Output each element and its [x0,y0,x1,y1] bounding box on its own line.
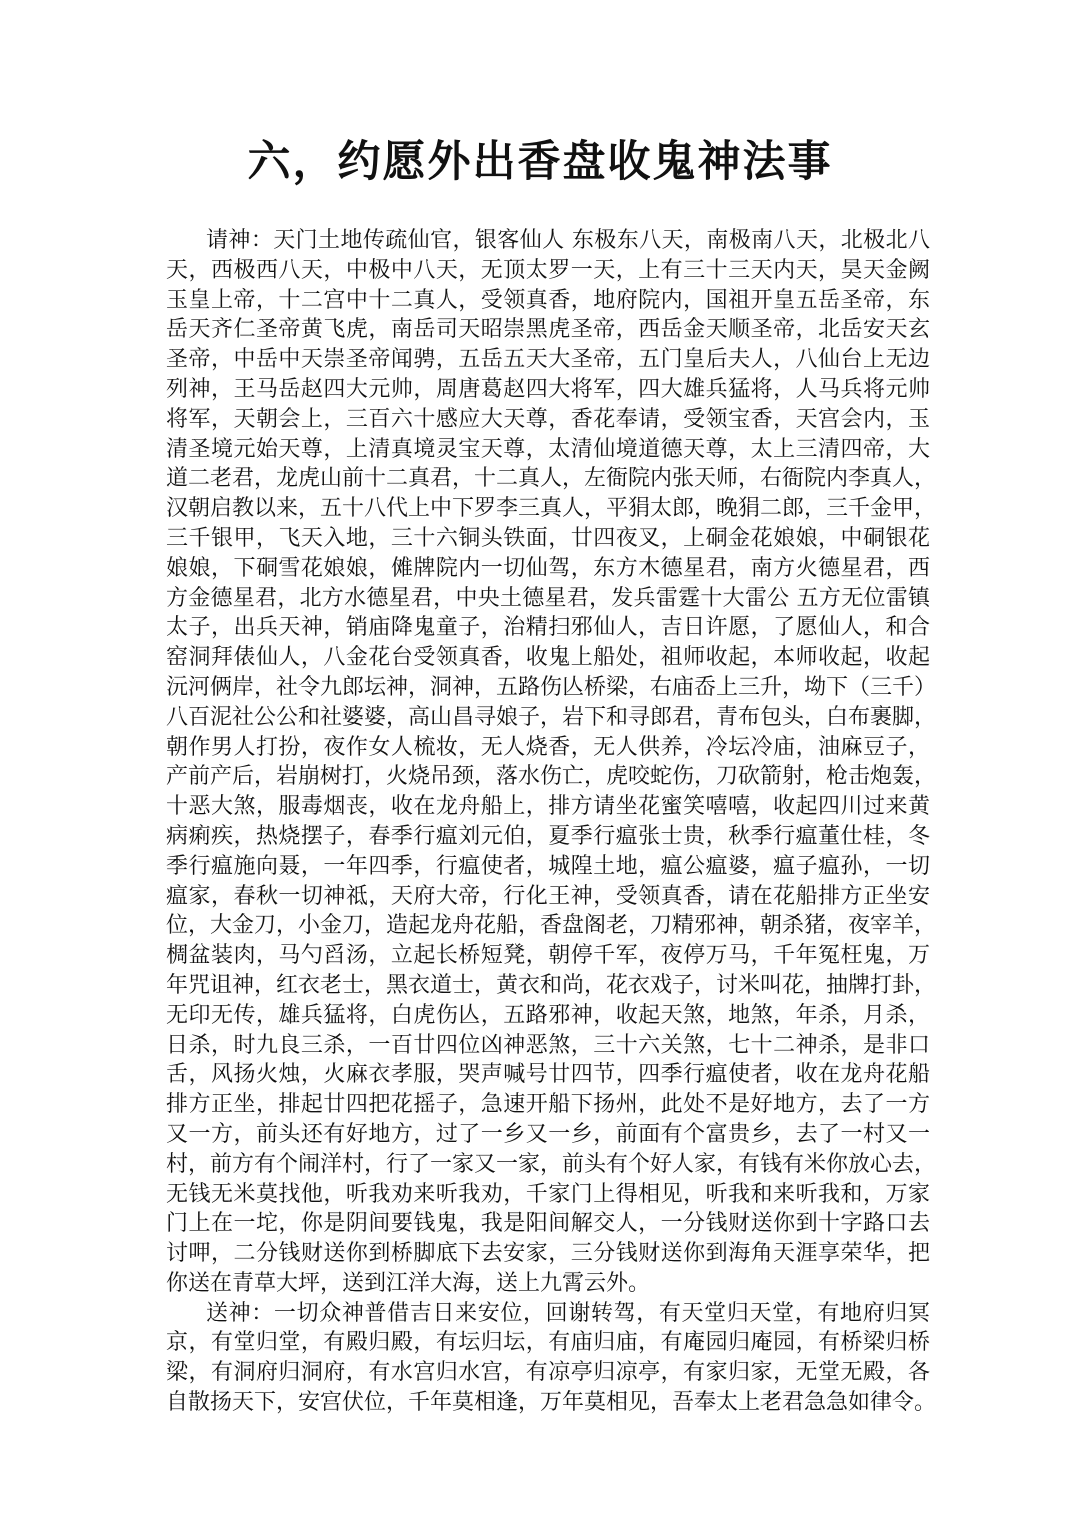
text-line: 年咒诅神，红衣老士，黑衣道士，黄衣和尚，花衣戏子，讨米叫花，抽牌打卦， [166,972,937,998]
document-title: 六，约愿外出香盘收鬼神法事 [247,137,833,187]
paragraph-invocation [166,226,937,1299]
paragraph-sending-off [166,1299,937,1418]
text-line: 梁，有洞府归洞府，有水宫归水宫，有凉亭归凉亭，有家归家，无堂无殿，各 [166,1360,930,1386]
text-line: 无钱无米莫找他，听我劝来听我劝，千家门上得相见，听我和来听我和，万家 [166,1181,930,1207]
text-line: 三千银甲，飞天入地，三十六铜头铁面，廿四夜叉，上硐金花娘娘，中硐银花 [166,525,930,551]
text-line: 自散扬天下，安宫伏位，千年莫相逢，万年莫相见，吾奉太上老君急急如律令。 [166,1390,937,1416]
text-line: 门上在一坨，你是阴间要钱鬼，我是阳间解交人，一分钱财送你到十字路口去 [166,1211,930,1237]
text-line: 季行瘟施向聂，一年四季，行瘟使者，城隍土地，瘟公瘟婆，瘟子瘟孙，一切 [166,853,930,879]
text-line: 八百泥社公公和社婆婆，高山昌寻娘子，岩下和寻郎君，青布包头，白布裹脚， [166,704,937,730]
document-body [166,226,937,1418]
text-line: 瘟家，春秋一切神祗，天府大帝，行化王神，受领真香，请在花船排方正坐安 [166,883,930,909]
text-line: 将军，天朝会上，三百六十感应大天尊，香花奉请，受领宝香，天宫会内，玉 [166,406,930,432]
text-line: 汉朝启教以来，五十八代上中下罗李三真人，平狷太郎，晚狷二郎，三千金甲， [166,496,937,522]
text-line: 方金德星君，北方水德星君，中央土德星君，发兵雷霆十大雷公 五方无位雷镇 [166,585,930,611]
text-line: 京，有堂归堂，有殿归殿，有坛归坛，有庙归庙，有庵园归庵园，有桥梁归桥 [166,1330,930,1356]
text-line: 娘娘，下硐雪花娘娘，傩牌院内一切仙驾，东方木德星君，南方火德星君，西 [166,555,930,581]
text-line: 椆盆装肉，马勺舀汤，立起长桥短凳，朝停千军，夜停万马，千年冤枉鬼，万 [166,943,930,969]
text-line: 窑洞拜俵仙人，八金花台受领真香，收鬼上船处，祖师收起，本师收起，收起 [166,645,930,671]
text-line: 玉皇上帝，十二宫中十二真人，受领真香，地府院内，国祖开皇五岳圣帝，东 [166,287,930,313]
text-line: 日杀，时九良三杀，一百廿四位凶神恶煞，三十六关煞，七十二神杀，是非口 [166,1032,930,1058]
text-line: 清圣境元始天尊，上清真境灵宝天尊，太清仙境道德天尊，太上三清四帝，大 [166,436,930,462]
text-line: 岳天齐仁圣帝黄飞虎，南岳司天昭崇黑虎圣帝，西岳金天顺圣帝，北岳安天玄 [166,317,930,343]
text-line: 朝作男人打扮，夜作女人梳妆，无人烧香，无人供养，冷坛冷庙，油麻豆子， [166,734,930,760]
text-line: 送神：一切众神普借吉日来安位，回谢转驾，有天堂归天堂，有地府归冥 [206,1300,930,1326]
text-line: 十恶大煞，服毒烟丧，收在龙舟船上，排方请坐花蜜笑嘻嘻，收起四川过来黄 [166,794,930,820]
text-line: 位，大金刀，小金刀，造起龙舟花船，香盘阁老，刀精邪神，朝杀猪，夜宰羊， [166,913,937,939]
text-line: 请神：天门土地传疏仙官，银客仙人 东极东八天，南极南八天，北极北八 [206,228,930,253]
text-line: 沅河俩岸，社令九郎坛神，洞神，五路伤亾桥梁，右庙岙上三升，坳下（三千） [166,674,937,700]
text-line: 列神，王马岳赵四大元帅，周唐葛赵四大将军，四大雄兵猛将，人马兵将元帅 [166,376,930,402]
text-line: 无印无传，雄兵猛将，白虎伤亾，五路邪神，收起天煞，地煞，年杀，月杀， [166,1002,930,1028]
text-line: 讨呷，二分钱财送你到桥脚底下去安家，三分钱财送你到海角天涯享荣华，把 [166,1241,930,1267]
text-line: 又一方，前头还有好地方，过了一乡又一乡，前面有个富贵乡，去了一村又一 [166,1121,930,1147]
text-line: 舌，风扬火烛，火麻衣孝服，哭声喊号廿四节，四季行瘟使者，收在龙舟花船 [166,1062,930,1088]
text-line: 太子，出兵天神，销庙降鬼童子，治精扫邪仙人，吉日许愿，了愿仙人，和合 [166,615,930,641]
text-line: 天，西极西八天，中极中八天，无顶太罗一天，上有三十三天内天，昊天金阙 [166,257,930,283]
text-line: 病痢疾，热烧摆子，春季行瘟刘元伯，夏季行瘟张士贵，秋季行瘟董仕桂，冬 [166,823,930,849]
text-line: 道二老君，龙虎山前十二真君，十二真人，左衙院内张天师，右衙院内李真人， [166,466,937,492]
text-line: 产前产后，岩崩树打，火烧吊颈，落水伤亡，虎咬蛇伤，刀砍箭射，枪击炮轰， [166,764,937,790]
text-line: 圣帝，中岳中天崇圣帝闻骋，五岳五天大圣帝，五门皇后夫人，八仙台上无边 [166,347,930,373]
text-line: 排方正坐，排起廿四把花摇子，急速开船下扬州，此处不是好地方，去了一方 [166,1092,930,1118]
text-line: 你送在青草大坪，送到江洋大海，送上九霄云外。 [166,1270,651,1296]
text-line: 村，前方有个闹洋村，行了一家又一家，前头有个好人家，有钱有米你放心去， [166,1151,937,1177]
